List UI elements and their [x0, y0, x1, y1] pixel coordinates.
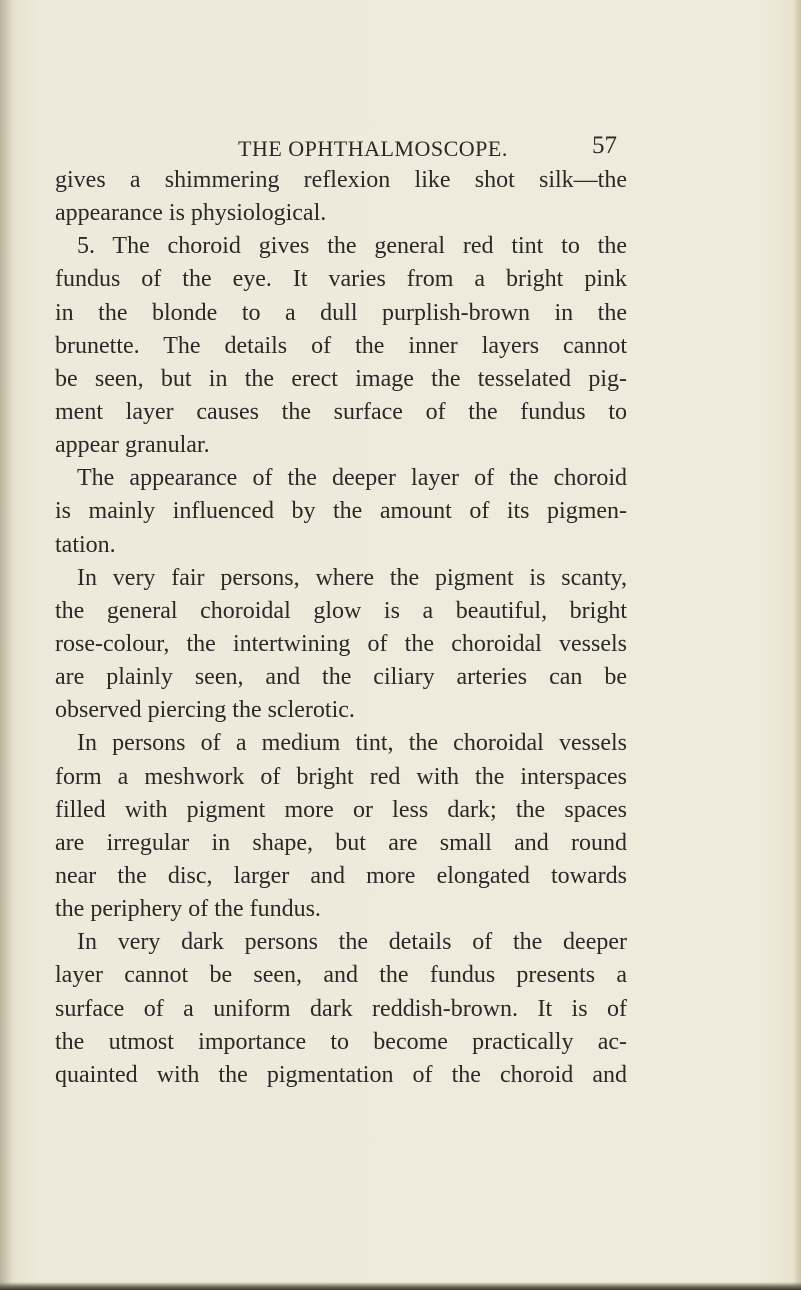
text-line: In very fair persons, where the pigment is scanty,	[77, 564, 627, 591]
text-line: The appearance of the deeper layer of the choroid	[77, 465, 627, 492]
binding-shadow	[0, 0, 14, 1290]
page-edge-bottom	[0, 1282, 801, 1290]
text-line: are irregular in shape, but are small and round	[55, 829, 627, 856]
text-line: form a meshwork of bright red with the interspaces	[55, 763, 627, 790]
body-text	[55, 164, 627, 1092]
text-line: tation.	[55, 531, 116, 558]
text-line: appear granular.	[55, 432, 210, 459]
text-line: be seen, but in the erect image the tesselated pig-	[55, 365, 627, 392]
text-line: rose-colour, the intertwining of the choroidal vessels	[55, 630, 627, 657]
text-line: observed piercing the sclerotic.	[55, 697, 355, 724]
text-line: brunette. The details of the inner layers cannot	[55, 332, 627, 359]
text-line: in the blonde to a dull purplish-brown in the	[55, 299, 627, 326]
text-line: fundus of the eye. It varies from a bright pink	[55, 266, 627, 293]
text-line: In very dark persons the details of the deeper	[77, 929, 627, 956]
text-line: 5. The choroid gives the general red tint to the	[77, 233, 627, 260]
text-line: the utmost importance to become practically ac-	[55, 1028, 627, 1055]
text-line: near the disc, larger and more elongated towards	[55, 862, 627, 889]
text-line: surface of a uniform dark reddish-brown. It is of	[55, 995, 627, 1022]
page-number: 57	[592, 132, 617, 159]
page-edge-right	[793, 0, 801, 1290]
text-line: are plainly seen, and the ciliary arteries can be	[55, 664, 627, 691]
text-line: ment layer causes the surface of the fundus to	[55, 398, 627, 425]
text-line: In persons of a medium tint, the choroidal vessels	[77, 730, 627, 757]
text-line: the general choroidal glow is a beautiful, bright	[55, 597, 627, 624]
text-line: quainted with the pigmentation of the choroid and	[55, 1061, 627, 1088]
text-line: filled with pigment more or less dark; the spaces	[55, 796, 627, 823]
text-line: the periphery of the fundus.	[55, 896, 321, 923]
text-line: layer cannot be seen, and the fundus presents a	[55, 962, 627, 989]
running-head: THE OPHTHALMOSCOPE.	[238, 136, 508, 161]
text-line: gives a shimmering reflexion like shot silk—the	[55, 167, 627, 193]
text-line: is mainly influenced by the amount of its pigmen-	[55, 498, 627, 525]
text-line: appearance is physiological.	[55, 200, 327, 227]
